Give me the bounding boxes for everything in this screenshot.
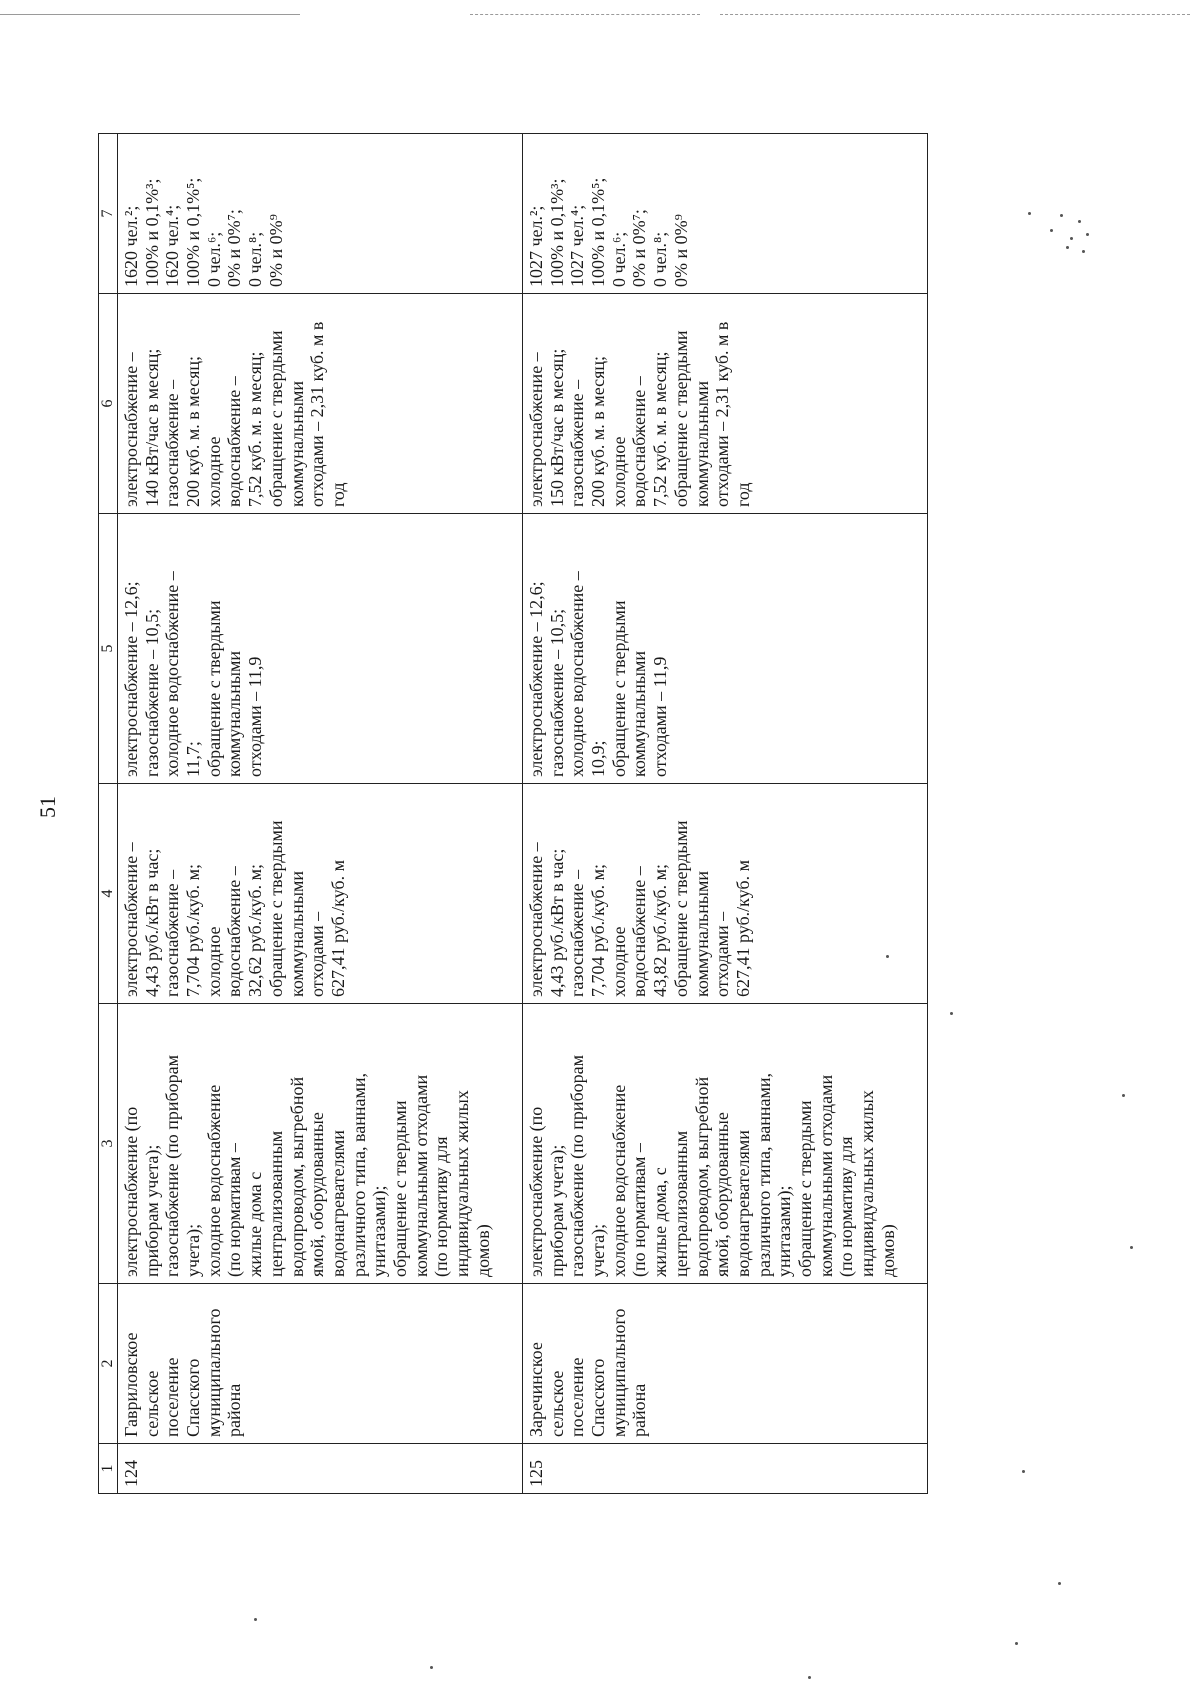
cell-line: 0% и 0%⁷; [224,209,245,287]
cell-line: 0 чел.⁸; [245,231,266,287]
tariff-table [98,133,928,1494]
cell-line: газоснабжение – [162,869,183,997]
cell-line: Спасского [588,1358,609,1437]
cell-line: ямой, оборудованные [307,1112,328,1277]
cell-line: отходами – [307,911,328,997]
scan-speck [1078,220,1081,223]
cell-line: водоснабжение – [629,866,650,997]
cell-line: ямой, оборудованные [712,1112,733,1277]
cell-line: домов) [877,1224,898,1277]
cell-line: холодное водоснабжение [608,1084,629,1277]
cell-line: унитазами); [369,1185,390,1277]
cell-line: обращение с твердыми [265,820,286,997]
cell-line: 10,9; [588,740,609,777]
cell-line: коммунальными отходами [815,1074,836,1277]
cell-line: (по нормативам – [224,1143,245,1277]
cell-line: электроснабжение – [121,352,141,507]
cell-line: 4,43 руб./кВт в час; [141,848,162,997]
scan-speck [1015,1642,1018,1645]
cell-line: сельское [141,1370,162,1437]
cell-line: 11,7; [183,741,204,777]
cell-line: 7,52 куб. м. в месяц; [650,351,671,507]
cell-line: 0 чел.⁶; [608,231,629,287]
population-cell [118,134,523,294]
cell-line: водоснабжение – [224,866,245,997]
indexes-cell [118,514,523,784]
scan-speck [1050,229,1053,232]
cell-line: газоснабжение – 10,5; [546,608,567,777]
cell-line: газоснабжение – [567,869,588,997]
cell-line: коммунальными [224,651,245,777]
cell-line: газоснабжение – [162,379,183,507]
volumes-cell [118,294,523,514]
cell-line: учета); [588,1223,609,1277]
scan-speck [1028,212,1031,215]
table-row [118,134,523,1494]
header-cell-2: 2 [99,1284,118,1444]
cell-line: 200 куб. м. в месяц; [183,355,204,507]
table-row [523,134,928,1494]
cell-line: электроснабжение – [526,842,546,997]
cell-line: 43,82 руб./куб. м; [650,864,671,997]
cell-line: водонагревателями [732,1130,753,1277]
cell-line: год [327,482,348,507]
cell-line: 140 кВт/час в месяц; [141,348,162,507]
cell-line: (по нормативу для [836,1136,857,1277]
cell-line: газоснабжение (по приборам [162,1054,183,1277]
volumes-cell [523,294,928,514]
cell-line: газоснабжение – 10,5; [141,608,162,777]
cell-line: централизованным [265,1130,286,1277]
cell-line: электроснабжение – [121,842,141,997]
cell-line: коммунальными [691,381,712,507]
cell-line: 150 кВт/час в месяц; [546,348,567,507]
scan-speck [1070,237,1073,240]
tariffs-cell [523,784,928,1004]
cell-line: 4,43 руб./кВт в час; [546,848,567,997]
cell-line: приборам учета); [546,1144,567,1277]
cell-line: электроснабжение – 12,6; [121,581,141,777]
cell-line: холодное водоснабжение – [567,571,588,777]
cell-line: отходами – 11,9 [245,656,266,777]
header-cell-1: 1 [99,1444,118,1494]
cell-line: обращение с твердыми [794,1100,815,1277]
cell-line: отходами – 2,31 куб. м в [712,321,733,507]
scan-top-rule-middle [470,14,700,15]
header-cell-7: 7 [99,134,118,294]
cell-line: учета); [183,1223,204,1277]
cell-line: 7,704 руб./куб. м; [183,864,204,997]
cell-line: муниципального [608,1308,629,1437]
cell-line: 7,52 куб. м. в месяц; [245,351,266,507]
cell-line: газоснабжение – [567,379,588,507]
cell-line: отходами – 2,31 куб. м в [307,321,328,507]
cell-line: водонагревателями [327,1130,348,1277]
cell-line: различного типа, ваннами, [348,1073,369,1277]
cell-line: приборам учета); [141,1144,162,1277]
cell-line: обращение с твердыми [389,1100,410,1277]
cell-line: унитазами); [774,1185,795,1277]
header-cell-4: 4 [99,784,118,1004]
scan-speck [886,955,889,958]
cell-line: холодное [608,436,629,507]
cell-line: 0% и 0%⁹ [265,214,286,287]
scan-speck [1066,246,1069,249]
cell-line: коммунальными [691,871,712,997]
cell-line: коммунальными [286,871,307,997]
cell-line: обращение с твердыми [670,820,691,997]
cell-line: 1027 чел.⁴; [567,204,588,287]
cell-line: (по нормативам – [629,1143,650,1277]
scan-speck [808,1676,811,1679]
cell-line: 1620 чел.²; [121,205,141,287]
cell-line: обращение с твердыми [203,600,224,777]
cell-line: 0 чел.⁶; [203,231,224,287]
cell-line: жилые дома с [245,1171,266,1277]
header-row [99,134,118,1494]
cell-line: района [629,1383,650,1437]
cell-line: обращение с твердыми [265,330,286,507]
cell-line: 1027 чел.²; [526,205,546,287]
cell-line: 0% и 0%⁷; [629,209,650,287]
scan-speck [430,1666,433,1669]
cell-line: 32,62 руб./куб. м; [245,864,266,997]
cell-line: (по нормативу для [431,1136,452,1277]
services-cell [523,1004,928,1284]
cell-line: холодное [608,926,629,997]
cell-line: электроснабжение – 12,6; [526,581,546,777]
cell-line: холодное водоснабжение – [162,571,183,777]
scan-speck [254,1618,257,1621]
cell-line: района [224,1383,245,1437]
settlement-cell [118,1284,523,1444]
cell-line: домов) [472,1224,493,1277]
services-cell [118,1004,523,1284]
cell-line: коммунальными [629,651,650,777]
cell-line: отходами – 11,9 [650,656,671,777]
cell-line: водопроводом, выгребной [691,1076,712,1277]
scan-speck [1122,1094,1125,1097]
header-cell-6: 6 [99,294,118,514]
cell-line: индивидуальных жилых [452,1090,472,1277]
cell-line: Гавриловское [121,1332,141,1437]
cell-line: водоснабжение – [224,376,245,507]
cell-line: холодное [203,926,224,997]
cell-line: муниципального [203,1308,224,1437]
row-number-cell: 125 [523,1444,928,1494]
cell-line: различного типа, ваннами, [753,1073,774,1277]
cell-line: коммунальными отходами [410,1074,431,1277]
scan-speck [1060,214,1063,217]
header-cell-5: 5 [99,514,118,784]
cell-line: отходами – [712,911,733,997]
cell-line: 627,41 руб./куб. м [732,860,753,997]
cell-line: холодное [203,436,224,507]
cell-line: Заречинское [526,1342,546,1437]
cell-line: газоснабжение (по приборам [567,1054,588,1277]
cell-line: 100% и 0,1%³; [546,178,567,287]
cell-line: 100% и 0,1%³; [141,178,162,287]
cell-line: обращение с твердыми [608,600,629,777]
cell-line: электроснабжение – [526,352,546,507]
cell-line: электроснабжение (по [121,1106,141,1277]
tariffs-cell [118,784,523,1004]
rotated-table-wrapper [98,134,928,1494]
population-cell [523,134,928,294]
row-number-cell: 124 [118,1444,523,1494]
cell-line: жилые дома, с [650,1167,671,1277]
cell-line: год [732,482,753,507]
scan-speck [950,1012,953,1015]
cell-line: водоснабжение – [629,376,650,507]
cell-line: 100% и 0,1%⁵; [183,177,204,287]
cell-line: сельское [546,1370,567,1437]
cell-line: 100% и 0,1%⁵; [588,177,609,287]
scan-speck [1082,250,1085,253]
scan-speck [1086,233,1089,236]
cell-line: поселение [567,1357,588,1437]
cell-line: индивидуальных жилых [857,1090,877,1277]
cell-line: 0% и 0%⁹ [670,214,691,287]
scan-speck [1058,1582,1061,1585]
header-cell-3: 3 [99,1004,118,1284]
cell-line: 1620 чел.⁴; [162,204,183,287]
settlement-cell [523,1284,928,1444]
scan-top-rule-left [0,14,300,15]
cell-line: 7,704 руб./куб. м; [588,864,609,997]
cell-line: поселение [162,1357,183,1437]
indexes-cell [523,514,928,784]
scan-top-rule-right [720,14,1190,15]
cell-line: Спасского [183,1358,204,1437]
cell-line: водопроводом, выгребной [286,1076,307,1277]
cell-line: коммунальными [286,381,307,507]
scan-speck [1022,1470,1025,1473]
page-number: 51 [35,796,60,818]
cell-line: 200 куб. м. в месяц; [588,355,609,507]
cell-line: электроснабжение (по [526,1106,546,1277]
cell-line: обращение с твердыми [670,330,691,507]
scan-speck [1130,1246,1133,1249]
cell-line: 627,41 руб./куб. м [327,860,348,997]
cell-line: 0 чел.⁸; [650,231,671,287]
cell-line: централизованным [670,1130,691,1277]
cell-line: холодное водоснабжение [203,1084,224,1277]
